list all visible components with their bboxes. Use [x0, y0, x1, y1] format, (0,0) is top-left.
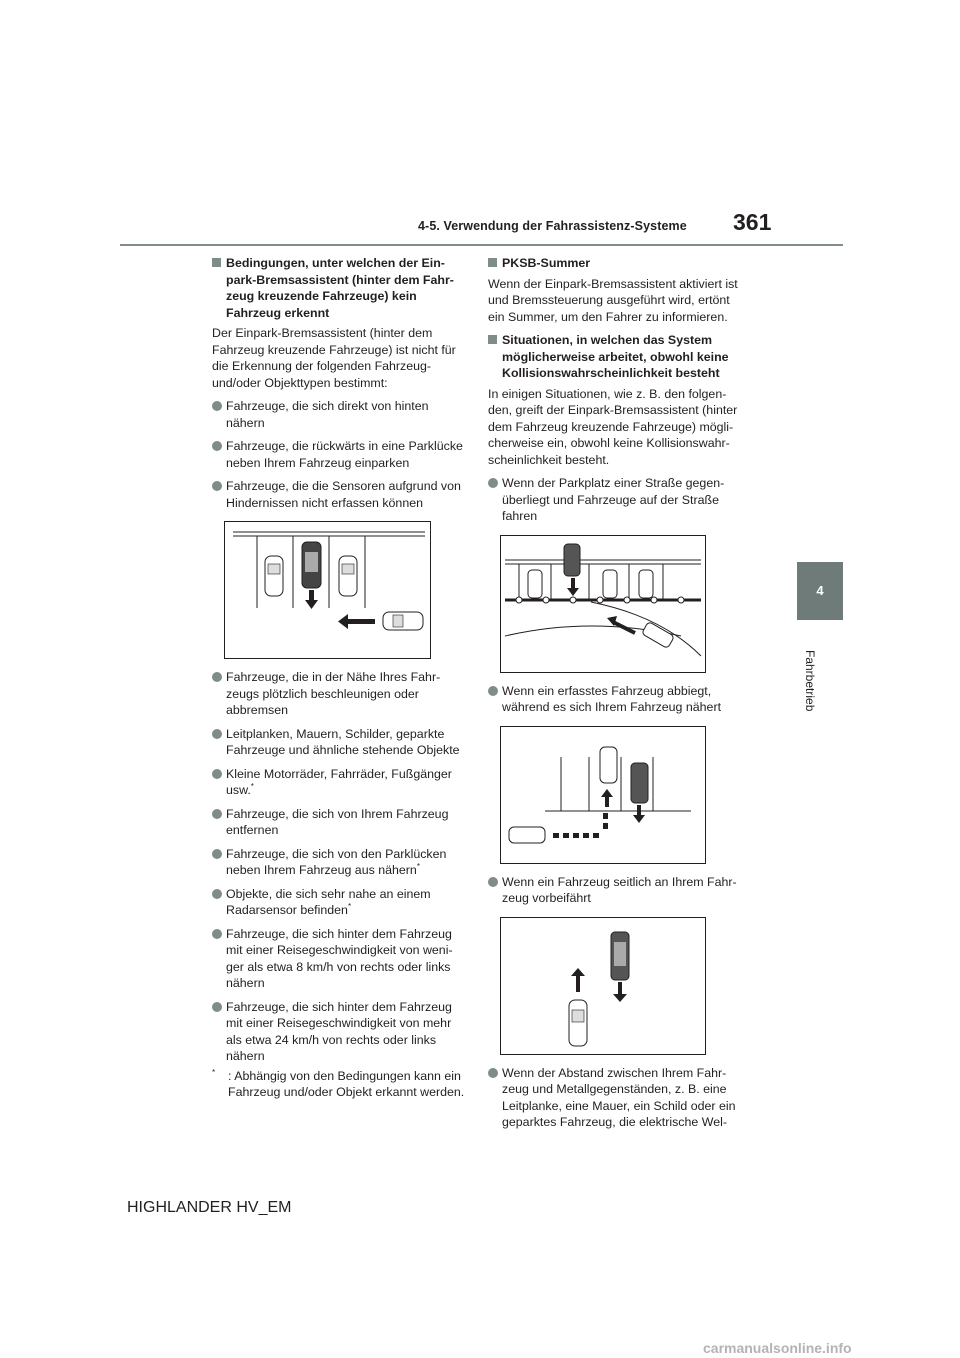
figure-passing-vehicle: [500, 917, 706, 1055]
list-item: Objekte, die sich sehr nahe an einem Radarsensor befinden*: [212, 886, 467, 919]
list-item: Fahrzeuge, die rückwärts in eine Parklücke neben Ihrem Fahrzeug einparken: [212, 438, 467, 471]
list-item: Kleine Motorräder, Fahrräder, Fußgänger usw.*: [212, 766, 467, 799]
list-item: Fahrzeuge, die sich von Ihrem Fahrzeug entfernen: [212, 806, 467, 839]
list-item: Leitplanken, Mauern, Schilder, geparkte Fahrzeuge und ähnliche stehende Objekte: [212, 726, 467, 759]
right-column: [488, 255, 743, 1138]
section-heading-situations: Situationen, in welchen das System möglicherweise arbeitet, obwohl keine Kollisionswahrscheinlichkeit besteht: [488, 332, 743, 382]
list-item: Wenn der Parkplatz einer Straße gegen-überliegt und Fahrzeuge auf der Straße fahren: [488, 475, 743, 525]
chapter-label: Fahrbetrieb: [803, 650, 817, 712]
section-title: 4-5. Verwendung der Fahrassistenz-Systeme: [418, 219, 687, 233]
list-item: Fahrzeuge, die sich hinter dem Fahrzeug mit einer Reisegeschwindigkeit von weni-ger als etwa 8 km/h von rechts oder links nähern: [212, 926, 467, 992]
list-item: Wenn der Abstand zwischen Ihrem Fahr-zeug und Metallgegenständen, z. B. eine Leitplanke, eine Mauer, ein Schild oder ein geparktes Fahrzeug, die elektrische Wel-: [488, 1065, 743, 1131]
figure-parking-opposite-road: [500, 535, 706, 673]
list-item: Fahrzeuge, die die Sensoren aufgrund von Hindernissen nicht erfassen können: [212, 478, 467, 511]
list-item: Wenn ein erfasstes Fahrzeug abbiegt, während es sich Ihrem Fahrzeug nähert: [488, 683, 743, 716]
intro-paragraph: Der Einpark-Bremsassistent (hinter dem Fahrzeug kreuzende Fahrzeuge) ist nicht für die Erkennung der folgenden Fahrzeug- und/oder Objekttypen bestimmt:: [212, 326, 456, 390]
header-rule: [120, 244, 843, 246]
figure-turning-vehicle: [500, 726, 706, 864]
list-item: Fahrzeuge, die sich hinter dem Fahrzeug mit einer Reisegeschwindigkeit von mehr als etwa 24 km/h von rechts oder links nähern: [212, 999, 467, 1065]
figure-parking-crossing: [224, 521, 431, 659]
watermark: carmanualsonline.info: [703, 1340, 852, 1356]
footer-model: HIGHLANDER HV_EM: [127, 1199, 292, 1216]
left-column: [212, 255, 467, 1101]
page-number: 361: [733, 209, 772, 235]
section-heading-buzzer: PKSB-Summer: [488, 255, 743, 272]
chapter-tab: 4: [797, 562, 843, 620]
situations-paragraph: In einigen Situationen, wie z. B. den folgen-den, greift der Einpark-Bremsassistent (hinter dem Fahrzeug kreuzende Fahrzeuge) mögli-cherweise ein, obwohl keine Kollisionswahr-scheinlichkeit besteht.: [488, 386, 738, 467]
footnote: * : Abhängig von den Bedingungen kann ein Fahrzeug und/oder Objekt erkannt werden.: [212, 1067, 465, 1099]
list-item: Fahrzeuge, die sich direkt von hinten nähern: [212, 398, 467, 431]
list-item: Fahrzeuge, die sich von den Parklücken neben Ihrem Fahrzeug aus nähern*: [212, 846, 467, 879]
list-item: Fahrzeuge, die in der Nähe Ihres Fahr-zeugs plötzlich beschleunigen oder abbremsen: [212, 669, 467, 719]
list-item: Wenn ein Fahrzeug seitlich an Ihrem Fahr-zeug vorbeifährt: [488, 874, 743, 907]
section-heading-not-detected: Bedingungen, unter welchen der Ein-park-Bremsassistent (hinter dem Fahr-zeug kreuzende Fahrzeuge) kein Fahrzeug erkennt: [212, 255, 467, 321]
buzzer-paragraph: Wenn der Einpark-Bremsassistent aktiviert ist und Bremssteuerung ausgeführt wird, ertönt ein Summer, um den Fahrer zu informieren.: [488, 276, 738, 324]
